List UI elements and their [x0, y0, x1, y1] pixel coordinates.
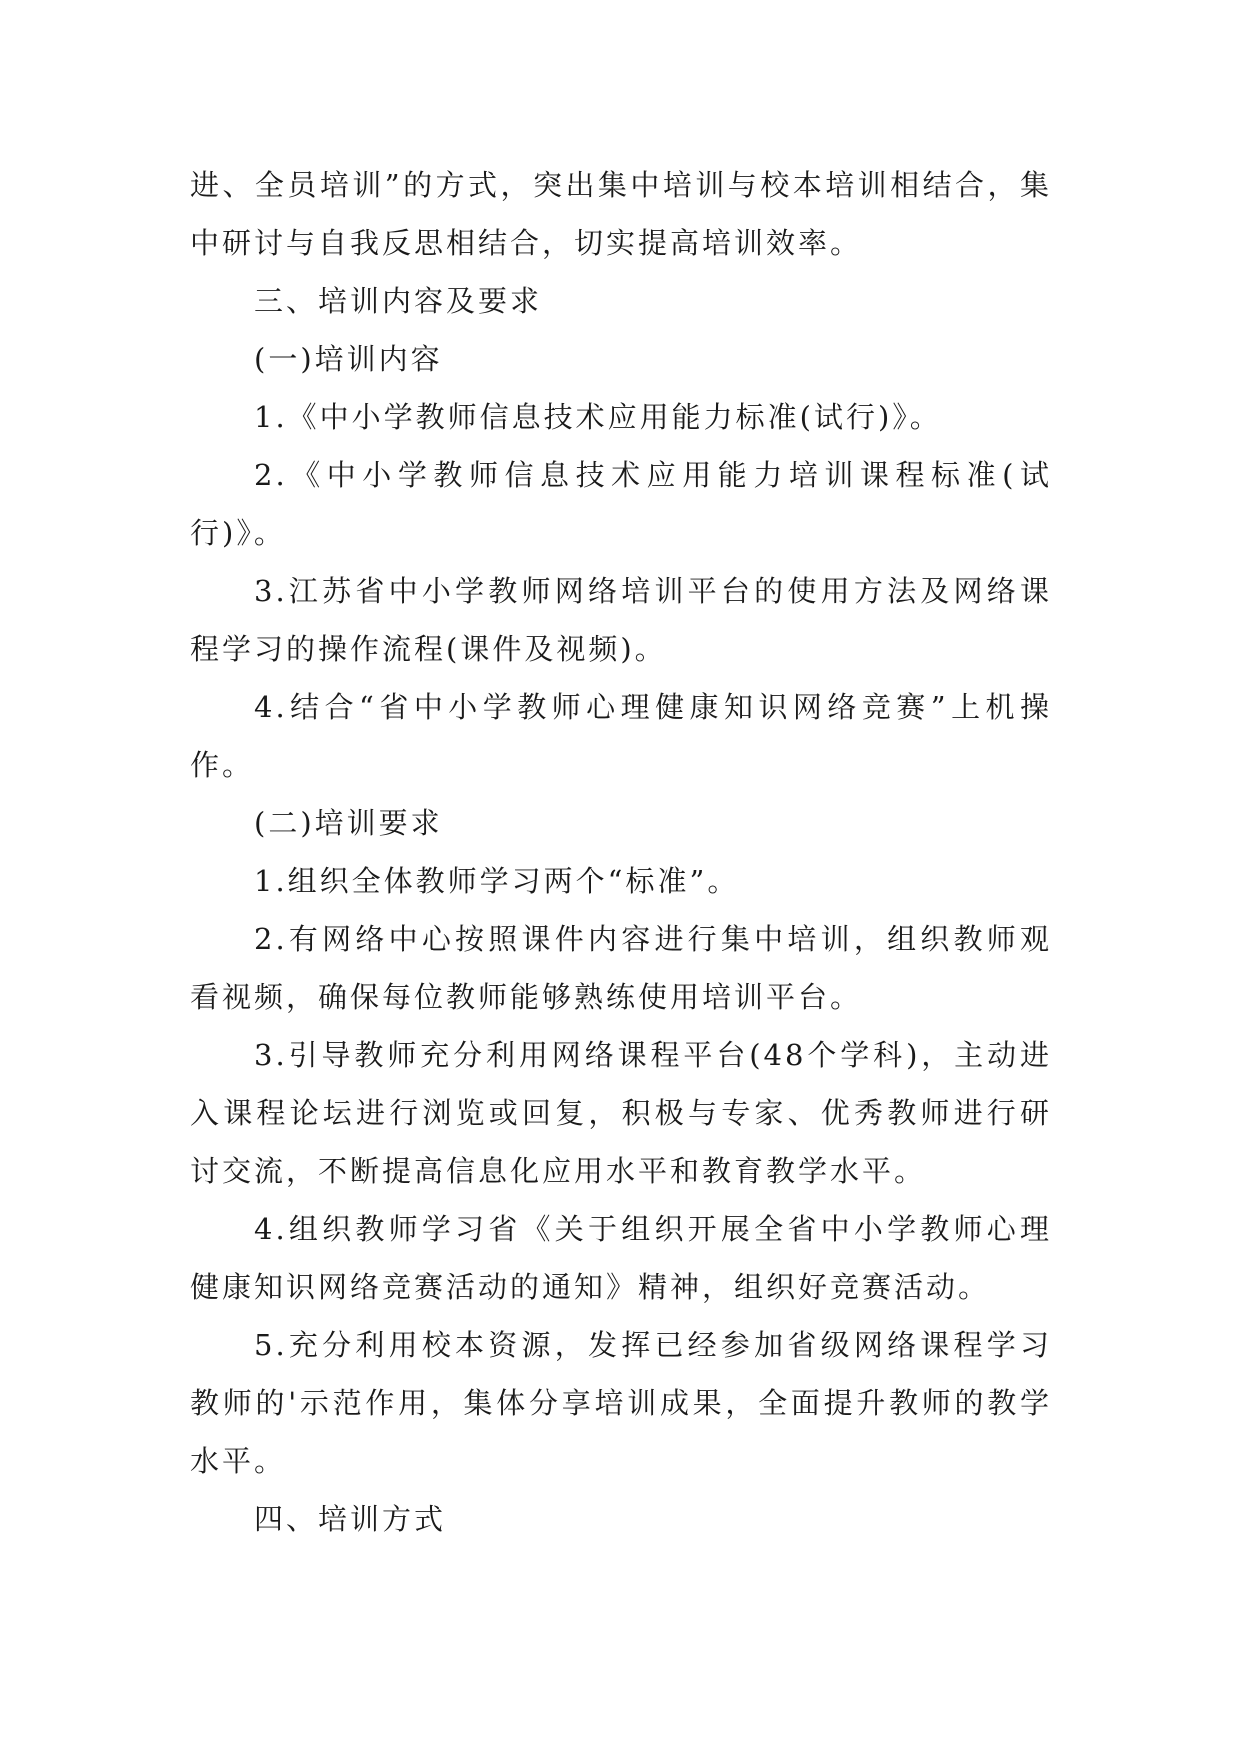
content-item-1: 1.《中小学教师信息技术应用能力标准(试行)》。 [254, 400, 942, 434]
subsection-heading-training-content: (一)培训内容 [254, 342, 443, 376]
document-body [190, 156, 1052, 1548]
section-heading-training-content-requirements: 三、培训内容及要求 [254, 284, 543, 318]
content-item-2: 2.《中小学教师信息技术应用能力培训课程标准(试行)》。 [190, 458, 1052, 550]
paragraph-intro-continuation: 进、全员培训”的方式，突出集中培训与校本培训相结合，集中研讨与自我反思相结合，切实提高培训效率。 [190, 168, 1052, 260]
content-item-3: 3.江苏省中小学教师网络培训平台的使用方法及网络课程学习的操作流程(课件及视频)。 [190, 574, 1052, 666]
requirement-item-1: 1.组织全体教师学习两个“标准”。 [254, 864, 740, 898]
requirement-item-2: 2.有网络中心按照课件内容进行集中培训，组织教师观看视频，确保每位教师能够熟练使用培训平台。 [190, 922, 1052, 1014]
section-heading-training-method: 四、培训方式 [254, 1502, 447, 1536]
content-item-4: 4.结合“省中小学教师心理健康知识网络竞赛”上机操作。 [190, 690, 1052, 782]
requirement-item-5: 5.充分利用校本资源，发挥已经参加省级网络课程学习教师的'示范作用，集体分享培训成果，全面提升教师的教学水平。 [190, 1328, 1052, 1478]
requirement-item-4: 4.组织教师学习省《关于组织开展全省中小学教师心理健康知识网络竞赛活动的通知》精神，组织好竞赛活动。 [190, 1212, 1052, 1304]
requirement-item-3: 3.引导教师充分利用网络课程平台(48个学科)，主动进入课程论坛进行浏览或回复，积极与专家、优秀教师进行研讨交流，不断提高信息化应用水平和教育教学水平。 [190, 1038, 1052, 1188]
subsection-heading-training-requirements: (二)培训要求 [254, 806, 443, 840]
